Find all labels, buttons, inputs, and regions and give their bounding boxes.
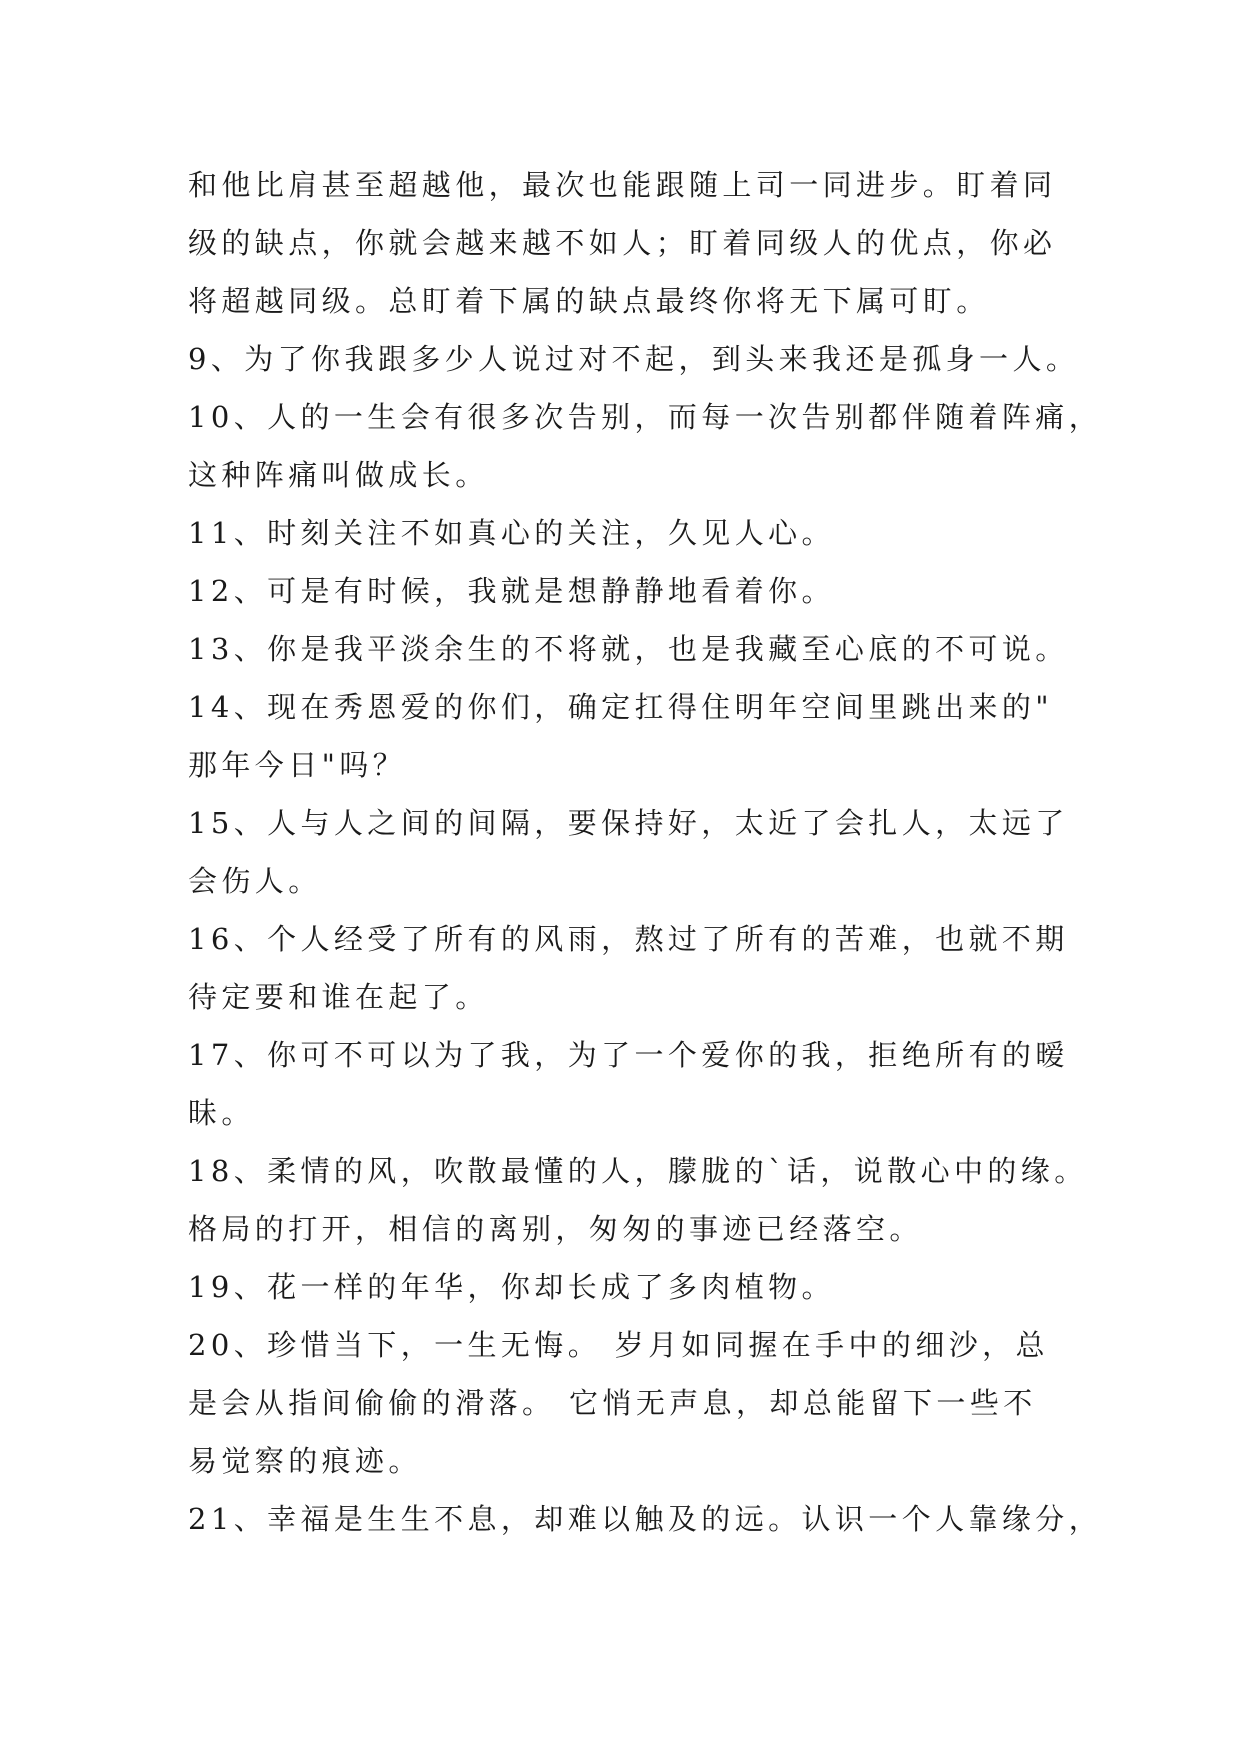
text-line: 13、你是我平淡余生的不将就，也是我藏至心底的不可说。 bbox=[188, 632, 1069, 666]
text-line: 20、珍惜当下，一生无悔。 岁月如同握在手中的细沙，总 bbox=[188, 1328, 1049, 1362]
text-line: 12、可是有时候，我就是想静静地看着你。 bbox=[188, 574, 835, 608]
text-line: 这种阵痛叫做成长。 bbox=[188, 458, 489, 492]
text-line: 是会从指间偷偷的滑落。 它悄无声息，却总能留下一些不 bbox=[188, 1386, 1037, 1420]
text-line: 17、你可不可以为了我，为了一个爱你的我，拒绝所有的暧 bbox=[188, 1038, 1069, 1072]
text-line: 将超越同级。总盯着下属的缺点最终你将无下属可盯。 bbox=[188, 284, 990, 318]
text-line: 会伤人。 bbox=[188, 864, 322, 898]
text-line: 易觉察的痕迹。 bbox=[188, 1444, 422, 1478]
text-line: 格局的打开，相信的离别，匆匆的事迹已经落空。 bbox=[188, 1212, 923, 1246]
text-line: 9、为了你我跟多少人说过对不起，到头来我还是孤身一人。 bbox=[188, 342, 1080, 376]
text-line: 待定要和谁在起了。 bbox=[188, 980, 489, 1014]
document-body bbox=[188, 156, 1103, 1548]
text-line: 15、人与人之间的间隔，要保持好，太近了会扎人，太远了 bbox=[188, 806, 1069, 840]
text-line: 21、幸福是生生不息，却难以触及的远。认识一个人靠缘分， bbox=[188, 1502, 1103, 1536]
text-line: 19、花一样的年华，你却长成了多肉植物。 bbox=[188, 1270, 835, 1304]
text-line: 昧。 bbox=[188, 1096, 255, 1130]
text-line: 14、现在秀恩爱的你们，确定扛得住明年空间里跳出来的" bbox=[188, 690, 1054, 724]
text-line: 16、个人经受了所有的风雨，熬过了所有的苦难，也就不期 bbox=[188, 922, 1069, 956]
text-line: 级的缺点，你就会越来越不如人；盯着同级人的优点，你必 bbox=[188, 226, 1057, 260]
text-line: 11、时刻关注不如真心的关注，久见人心。 bbox=[188, 516, 835, 550]
text-line: 和他比肩甚至超越他，最次也能跟随上司一同进步。盯着同 bbox=[188, 168, 1057, 202]
text-line: 那年今日"吗？ bbox=[188, 748, 407, 782]
text-line: 10、人的一生会有很多次告别，而每一次告别都伴随着阵痛， bbox=[188, 400, 1103, 434]
text-line: 18、柔情的风，吹散最懂的人，朦胧的`话，说散心中的缘。 bbox=[188, 1154, 1088, 1188]
